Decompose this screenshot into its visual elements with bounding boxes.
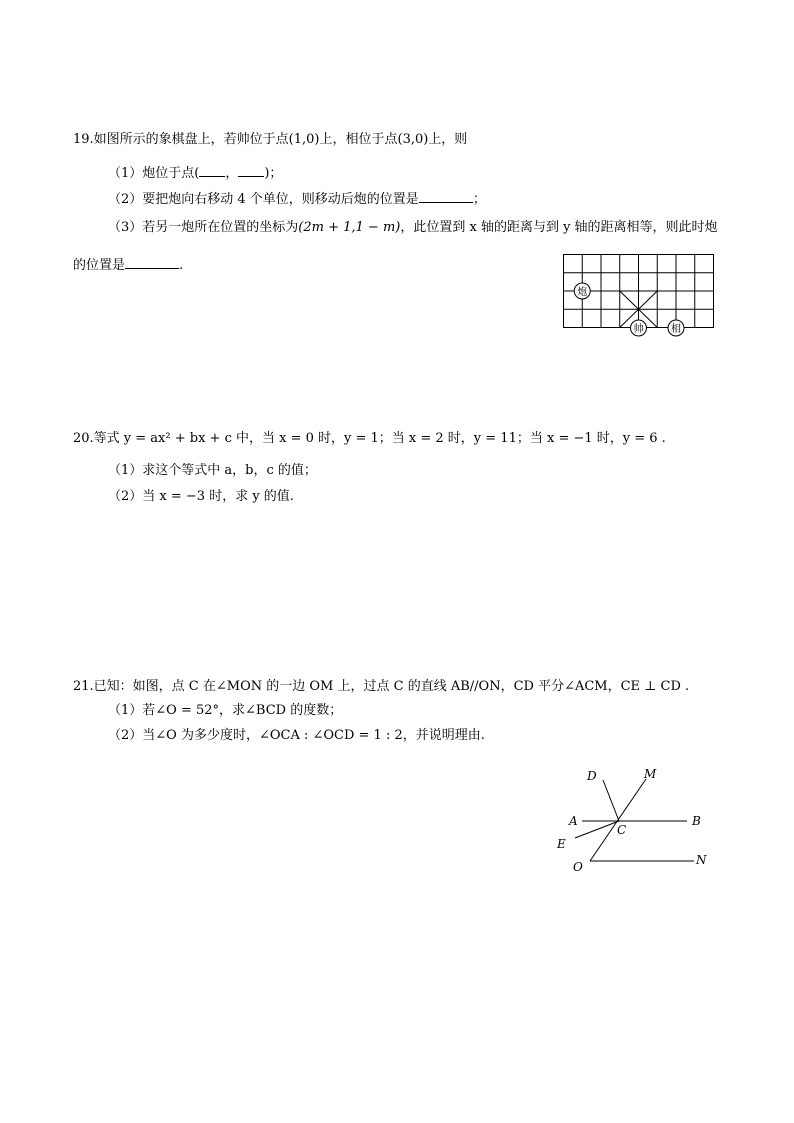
q19-part3-answer-blank[interactable] — [125, 256, 179, 269]
q19-stem: 19.如图所示的象棋盘上，若帅位于点(1,0)上，相位于点(3,0)上，则 — [73, 132, 468, 147]
q19-part1 — [108, 164, 282, 183]
chess-piece-xiang — [668, 320, 684, 336]
xiang-label: 相 — [671, 324, 681, 335]
q20-part2: （2）当 x = −3 时，求 y 的值. — [108, 489, 294, 504]
ray-CE — [575, 821, 619, 838]
q19-answer-blank-y[interactable] — [238, 164, 264, 177]
label-M: M — [644, 767, 657, 781]
label-A: A — [569, 814, 578, 828]
chess-piece-pao — [574, 283, 590, 299]
q21-part1: （1）若∠O = 52°，求∠BCD 的度数； — [108, 703, 343, 718]
label-O: O — [573, 860, 583, 874]
q19-part2-text: （2）要把炮向右移动 4 个单位，则移动后炮的位置是 — [108, 192, 419, 207]
geometry-figure — [550, 760, 720, 880]
q19-part2-end: ； — [472, 192, 486, 207]
label-B: B — [692, 814, 701, 828]
label-C: C — [617, 823, 627, 837]
q19-part3-end: . — [179, 258, 184, 273]
label-E: E — [557, 837, 566, 851]
ray-CD — [603, 780, 619, 821]
chessboard-figure — [556, 250, 722, 340]
q19-part3-text-c: 的位置是 — [73, 258, 126, 273]
chess-piece-shuai — [631, 320, 647, 336]
q20-part1: （1）求这个等式中 a，b，c 的值； — [108, 463, 317, 478]
q19-part3-text-b: ，此位置到 x 轴的距离与到 y 轴的距离相等，则此时炮 — [400, 220, 718, 235]
q19-part2 — [108, 190, 486, 209]
shuai-label: 帅 — [633, 324, 644, 335]
q21-stem: 21.已知：如图，点 C 在∠MON 的一边 OM 上，过点 C 的直线 AB//ON，CD 平分∠ACM，CE ⊥ CD . — [73, 679, 690, 694]
q19-part1-prefix: （1）炮位于点( — [108, 166, 200, 181]
q19-part1-comma: ， — [225, 166, 239, 181]
q21-part2: （2）当∠O 为多少度时，∠OCA : ∠OCD = 1 : 2，并说明理由. — [108, 728, 485, 743]
q19-part3-continued — [73, 256, 183, 275]
label-D: D — [587, 769, 597, 783]
q19-part1-suffix: )； — [264, 166, 283, 181]
q19-part3-coordinate: (2m + 1,1 − m) — [298, 220, 401, 235]
ray-OM — [590, 779, 646, 861]
q19-answer-blank-x[interactable] — [199, 164, 225, 177]
pao-label: 炮 — [577, 287, 588, 298]
q19-part3 — [108, 219, 718, 237]
label-N: N — [696, 853, 707, 867]
q19-part2-answer-blank[interactable] — [419, 190, 473, 203]
q20-stem: 20.等式 y = ax² + bx + c 中，当 x = 0 时，y = 1；当 x = 2 时，y = 11；当 x = −1 时，y = 6 . — [73, 431, 666, 446]
q19-part3-text-a: （3）若另一炮所在位置的坐标为 — [108, 220, 299, 235]
